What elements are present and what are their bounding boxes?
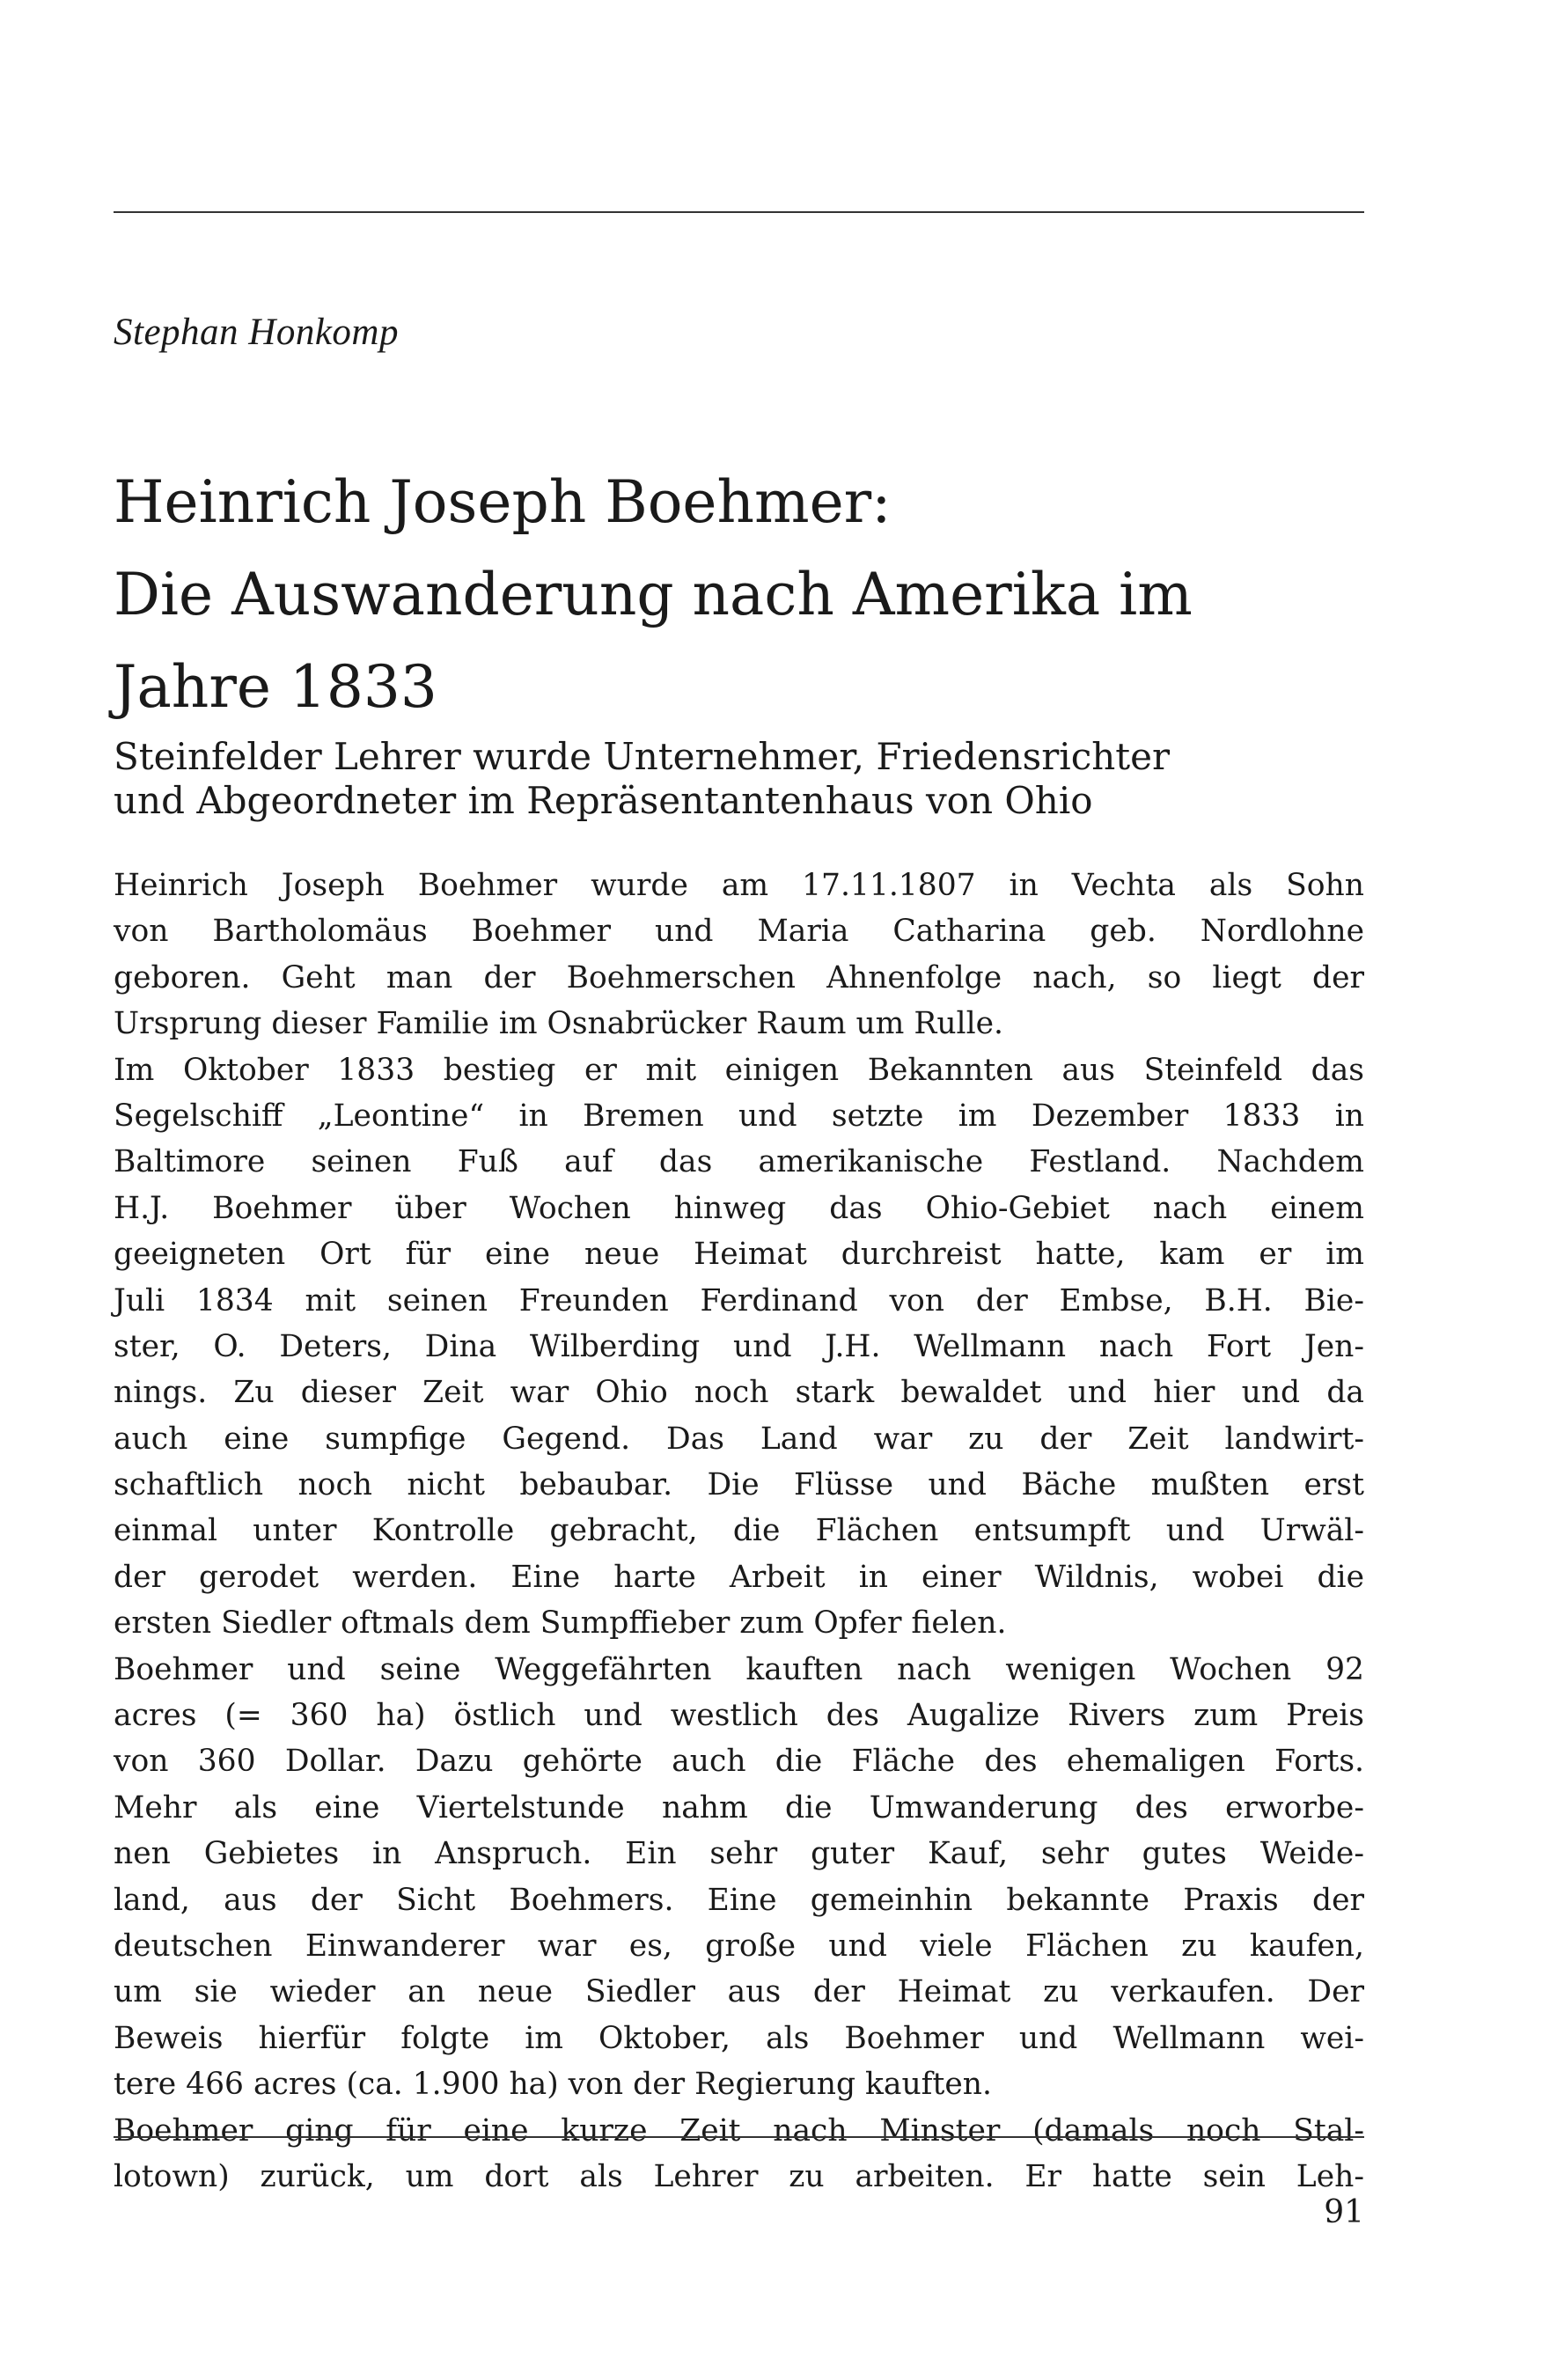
body-line: nings. Zu dieser Zeit war Ohio noch stark bewaldet und hier und da (114, 1375, 1364, 1411)
body-line: Heinrich Joseph Boehmer wurde am 17.11.1807 in Vechta als Sohn (114, 868, 1364, 903)
body-line: Boehmer und seine Weggefährten kauften nach wenigen Wochen 92 (114, 1651, 1364, 1687)
bottom-rule (114, 2136, 1364, 2138)
body-line: geboren. Geht man der Boehmerschen Ahnenfolge nach, so liegt der (114, 959, 1364, 995)
body-line: land, aus der Sicht Boehmers. Eine gemeinhin bekannte Praxis der (114, 1882, 1364, 1918)
article-title (114, 456, 1434, 733)
body-line: schaftlich noch nicht bebaubar. Die Flüsse und Bäche mußten erst (114, 1467, 1364, 1503)
title-line-1: Heinrich Joseph Boehmer: (114, 468, 892, 536)
page-number: 91 (1324, 2194, 1364, 2230)
body-line: Beweis hierfür folgte im Oktober, als Boehmer und Wellmann wei- (114, 2020, 1364, 2056)
body-line: um sie wieder an neue Siedler aus der Heimat zu verkaufen. Der (114, 1974, 1364, 2010)
body-line: Segelschiff „Leontine“ in Bremen und setzte im Dezember 1833 in (114, 1098, 1364, 1134)
body-line: ster, O. Deters, Dina Wilberding und J.H. Wellmann nach Fort Jen- (114, 1328, 1364, 1364)
author-name: Stephan Honkomp (114, 312, 399, 353)
subtitle-line-2: und Abgeordneter im Repräsentantenhaus von Ohio (114, 779, 1093, 822)
body-text (114, 863, 1364, 2200)
article-subtitle (114, 735, 1381, 823)
body-line: Baltimore seinen Fuß auf das amerikanische Festland. Nachdem (114, 1144, 1364, 1180)
body-line: Ursprung dieser Familie im Osnabrücker Raum um Rulle. (114, 1006, 1003, 1042)
body-line: deutschen Einwanderer war es, große und viele Flächen zu kaufen, (114, 1928, 1364, 1964)
title-line-3: Jahre 1833 (114, 653, 437, 721)
body-line: auch eine sumpfige Gegend. Das Land war zu der Zeit landwirt- (114, 1421, 1364, 1457)
body-line: Mehr als eine Viertelstunde nahm die Umwanderung des erworbe- (114, 1789, 1364, 1825)
body-line: lotown) zurück, um dort als Lehrer zu arbeiten. Er hatte sein Leh- (114, 2158, 1364, 2194)
title-line-2: Die Auswanderung nach Amerika im (114, 561, 1193, 628)
body-line: acres (= 360 ha) östlich und westlich des Augalize Rivers zum Preis (114, 1698, 1364, 1734)
top-rule (114, 211, 1364, 213)
body-line: geeigneten Ort für eine neue Heimat durchreist hatte, kam er im (114, 1237, 1364, 1273)
body-line: der gerodet werden. Eine harte Arbeit in einer Wildnis, wobei die (114, 1559, 1364, 1595)
body-line: tere 466 acres (ca. 1.900 ha) von der Regierung kauften. (114, 2067, 992, 2103)
body-line: H.J. Boehmer über Wochen hinweg das Ohio-Gebiet nach einem (114, 1190, 1364, 1226)
body-line: von Bartholomäus Boehmer und Maria Catharina geb. Nordlohne (114, 914, 1364, 950)
body-line: Boehmer ging für eine kurze Zeit nach Minster (damals noch Stal- (114, 2112, 1364, 2149)
body-line: von 360 Dollar. Dazu gehörte auch die Fläche des ehemaligen Forts. (114, 1744, 1364, 1780)
body-line: Im Oktober 1833 bestieg er mit einigen Bekannten aus Steinfeld das (114, 1052, 1364, 1088)
body-line: einmal unter Kontrolle gebracht, die Flächen entsumpft und Urwäl- (114, 1513, 1364, 1549)
body-line: ersten Siedler oftmals dem Sumpffieber zum Opfer fielen. (114, 1605, 1007, 1642)
body-line: nen Gebietes in Anspruch. Ein sehr guter Kauf, sehr gutes Weide- (114, 1836, 1364, 1872)
subtitle-line-1: Steinfelder Lehrer wurde Unternehmer, Friedensrichter (114, 735, 1171, 778)
body-line: Juli 1834 mit seinen Freunden Ferdinand von der Embse, B.H. Bie- (114, 1282, 1364, 1319)
